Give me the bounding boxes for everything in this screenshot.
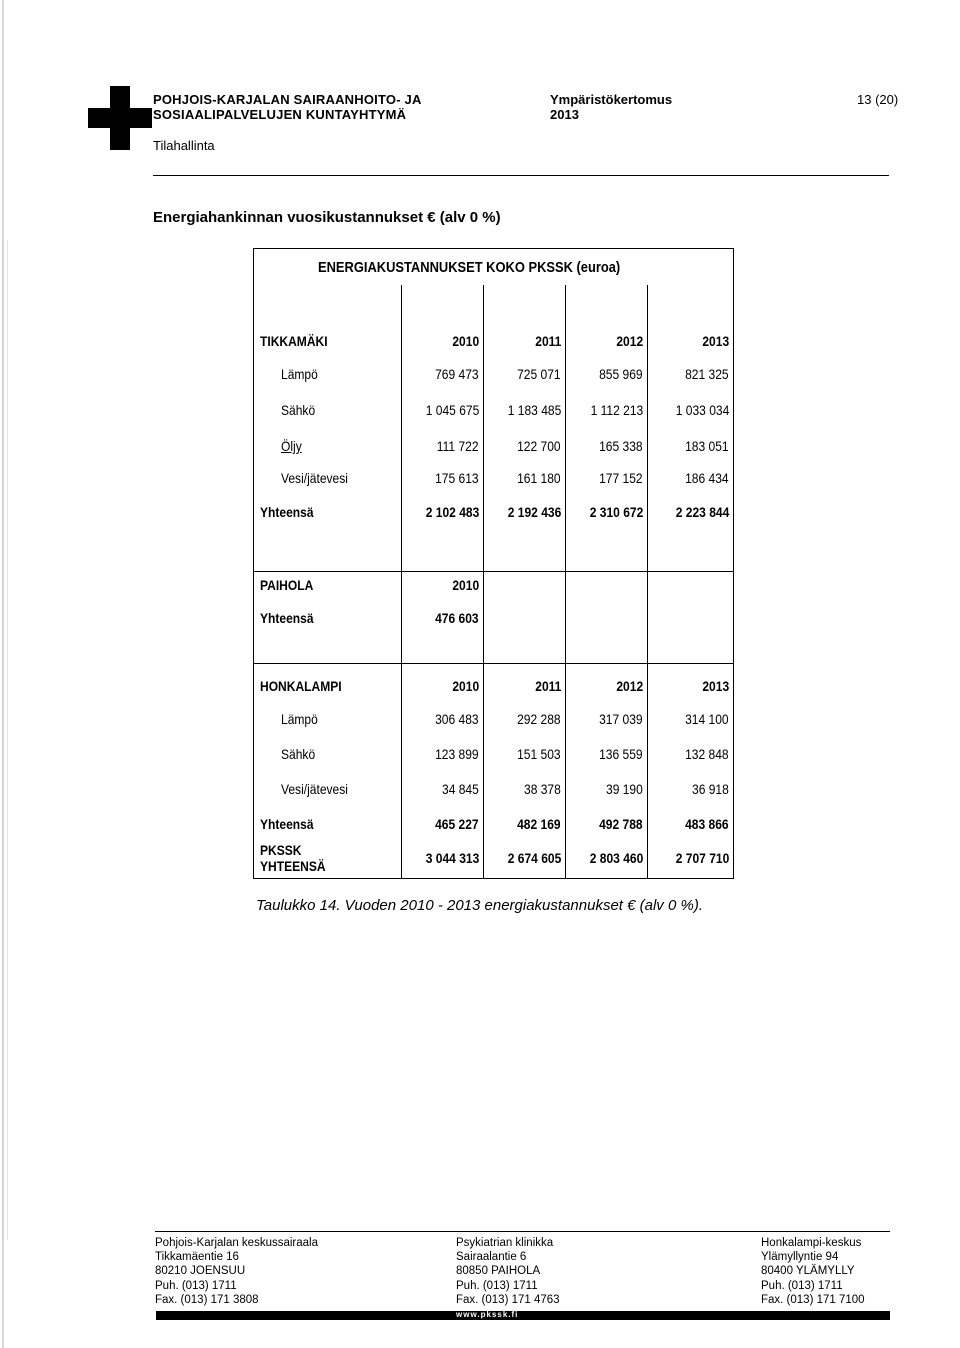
- table-row: [254, 433, 733, 459]
- table-row-total: [254, 605, 733, 631]
- row-label: Yhteensä: [260, 816, 314, 832]
- footer-line: Fax. (013) 171 3808: [155, 1293, 259, 1306]
- page-number: 13 (20): [857, 92, 899, 107]
- table-row-total: [254, 499, 733, 525]
- energy-cost-table: [253, 248, 734, 879]
- value-cell: 2 102 483: [425, 504, 479, 520]
- value-cell: 2 310 672: [589, 504, 643, 520]
- value-cell: 476 603: [435, 610, 479, 626]
- footer-line: Sairaalantie 6: [456, 1251, 527, 1264]
- value-cell: 2 192 436: [507, 504, 561, 520]
- department: Tilahallinta: [153, 138, 215, 153]
- row-label: Sähkö: [281, 746, 316, 762]
- value-cell: 492 788: [599, 816, 643, 832]
- year-header: 2010: [452, 678, 479, 694]
- value-cell: 151 503: [517, 746, 561, 762]
- org-line-2: SOSIAALIPALVELUJEN KUNTAYHTYMÄ: [153, 107, 407, 122]
- table-row: [254, 673, 733, 699]
- table-row: [254, 572, 733, 598]
- value-cell: 306 483: [435, 711, 479, 727]
- footer-rule: [155, 1231, 890, 1232]
- organization-name: [153, 92, 422, 122]
- table-row: [254, 706, 733, 732]
- footer-line: Tikkamäentie 16: [155, 1251, 239, 1264]
- section-label: PAIHOLA: [260, 577, 314, 593]
- table-row: [254, 328, 733, 354]
- row-label: Vesi/jätevesi: [281, 470, 348, 486]
- value-cell: 136 559: [599, 746, 643, 762]
- value-cell: 36 918: [692, 781, 729, 797]
- scan-edge: [2, 0, 4, 1348]
- footer-line: Honkalampi-keskus: [761, 1237, 862, 1249]
- value-cell: 2 674 605: [507, 850, 561, 866]
- table-row-total: [254, 811, 733, 837]
- value-cell: 725 071: [517, 366, 561, 382]
- footer-address-honkalampi: [761, 1236, 865, 1307]
- value-cell: 123 899: [435, 746, 479, 762]
- report-title: [550, 92, 672, 122]
- footer-address-psychiatric-clinic: [456, 1236, 560, 1307]
- year-header: 2012: [616, 678, 643, 694]
- report-title-text: Ympäristökertomus: [550, 92, 673, 107]
- header-rule: [153, 175, 889, 176]
- value-cell: 161 180: [517, 470, 561, 486]
- year-header: 2013: [702, 678, 729, 694]
- table-caption: Taulukko 14. Vuoden 2010 - 2013 energiakustannukset € (alv 0 %).: [256, 897, 703, 914]
- value-cell: 482 169: [517, 816, 561, 832]
- footer-website-link[interactable]: www.pkssk.fi: [456, 1310, 519, 1319]
- value-cell: 1 183 485: [507, 402, 561, 418]
- value-cell: 2 707 710: [675, 850, 729, 866]
- table-row-grand-total: [254, 837, 733, 879]
- footer-line: Fax. (013) 171 7100: [761, 1293, 865, 1306]
- table-row: [254, 741, 733, 767]
- table-title: ENERGIAKUSTANNUKSET KOKO PKSSK (euroa): [317, 258, 621, 276]
- value-cell: 186 434: [685, 470, 729, 486]
- row-label: Öljy: [281, 438, 302, 454]
- cross-logo-icon: [88, 86, 152, 150]
- report-year: 2013: [550, 107, 579, 122]
- table-row: [254, 397, 733, 423]
- value-cell: 38 378: [524, 781, 561, 797]
- value-cell: 2 223 844: [675, 504, 729, 520]
- value-cell: 483 866: [685, 816, 729, 832]
- year-header: 2011: [534, 678, 561, 694]
- value-cell: 314 100: [685, 711, 729, 727]
- value-cell: 821 325: [685, 366, 729, 382]
- row-label: Yhteensä: [260, 504, 314, 520]
- value-cell: 39 190: [606, 781, 643, 797]
- value-cell: 292 288: [517, 711, 561, 727]
- table-row: [254, 465, 733, 491]
- value-cell: 769 473: [435, 366, 479, 382]
- row-label: Yhteensä: [260, 610, 314, 626]
- year-header: 2013: [702, 333, 729, 349]
- section-heading: Energiahankinnan vuosikustannukset € (alv 0 %): [153, 209, 501, 226]
- footer-bar: [156, 1311, 890, 1320]
- year-header: 2011: [534, 333, 561, 349]
- footer-address-central-hospital: [155, 1236, 318, 1307]
- section-label: TIKKAMÄKI: [260, 333, 328, 349]
- row-label: PKSSK YHTEENSÄ: [260, 842, 326, 874]
- table-divider: [254, 663, 733, 664]
- footer-line: 80850 PAIHOLA: [456, 1265, 541, 1278]
- value-cell: 1 112 213: [590, 402, 643, 418]
- row-label: Lämpö: [281, 366, 318, 382]
- row-label: Vesi/jätevesi: [281, 781, 348, 797]
- value-cell: 183 051: [685, 438, 729, 454]
- footer-line: Puh. (013) 1711: [456, 1279, 538, 1292]
- value-cell: 111 722: [437, 438, 479, 454]
- value-cell: 177 152: [599, 470, 643, 486]
- footer-line: Puh. (013) 1711: [761, 1279, 843, 1292]
- value-cell: 1 045 675: [425, 402, 479, 418]
- footer-line: 80210 JOENSUU: [155, 1265, 246, 1278]
- value-cell: 465 227: [435, 816, 479, 832]
- footer-line: 80400 YLÄMYLLY: [761, 1265, 855, 1278]
- section-label: HONKALAMPI: [260, 678, 342, 694]
- row-label: Sähkö: [281, 402, 316, 418]
- scan-edge-inner: [7, 240, 8, 1240]
- footer-line: Psykiatrian klinikka: [456, 1237, 554, 1249]
- value-cell: 2 803 460: [589, 850, 643, 866]
- value-cell: 132 848: [685, 746, 729, 762]
- value-cell: 855 969: [599, 366, 643, 382]
- value-cell: 122 700: [517, 438, 561, 454]
- footer-line: Puh. (013) 1711: [155, 1279, 237, 1292]
- value-cell: 317 039: [599, 711, 643, 727]
- row-label: Lämpö: [281, 711, 318, 727]
- year-header: 2010: [452, 577, 479, 593]
- footer-line: Ylämyllyntie 94: [761, 1251, 839, 1264]
- value-cell: 1 033 034: [675, 402, 729, 418]
- value-cell: 34 845: [442, 781, 479, 797]
- table-row: [254, 776, 733, 802]
- table-row: [254, 361, 733, 387]
- year-header: 2010: [452, 333, 479, 349]
- value-cell: 3 044 313: [425, 850, 479, 866]
- value-cell: 165 338: [599, 438, 643, 454]
- footer-line: Pohjois-Karjalan keskussairaala: [155, 1237, 318, 1249]
- org-line-1: POHJOIS-KARJALAN SAIRAANHOITO- JA: [153, 92, 422, 107]
- value-cell: 175 613: [435, 470, 479, 486]
- year-header: 2012: [616, 333, 643, 349]
- footer-line: Fax. (013) 171 4763: [456, 1293, 560, 1306]
